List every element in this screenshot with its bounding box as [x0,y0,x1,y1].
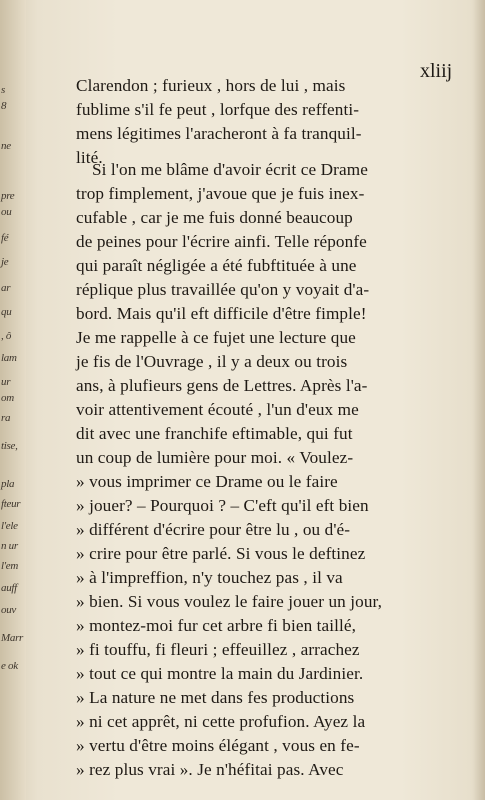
text-line: voir attentivement écouté , l'un d'eux me [76,400,359,419]
facing-page-fragment: fteur [1,498,21,510]
facing-page-fragment: ra [1,412,11,424]
text-line: Clarendon ; furieux , hors de lui , mais [76,76,346,95]
text-line: » La nature ne met dans fes productions [76,688,355,707]
text-line: » vertu d'être moins élégant , vous en fe- [76,736,360,755]
text-line: » différent d'écrire pour être lu , ou d'é- [76,520,351,539]
text-line: » fi touffu, fi fleuri ; effeuillez , arrachez [76,640,360,659]
facing-page-fragment: ou [1,206,12,218]
text-line: » crire pour être parlé. Si vous le deftinez [76,544,366,563]
facing-page-fragment: n ur [1,540,18,552]
facing-page-fragment: l'em [1,560,19,572]
text-line: » rez plus vrai ». Je n'héfitai pas. Avec [76,760,344,779]
text-line: ans, à plufieurs gens de Lettres. Après l'a- [76,376,368,395]
text-line: bord. Mais qu'il eft difficile d'être fimple! [76,304,367,323]
text-line: » ni cet apprêt, ni cette profufion. Ayez la [76,712,366,731]
text-line: mens légitimes l'aracheront à fa tranquil- [76,124,362,143]
text-line: Je me rappelle à ce fujet une lecture que [76,328,356,347]
facing-page-fragment: e ok [1,660,18,672]
facing-page-fragment: je [1,256,9,268]
facing-page-fragment: 8 [1,100,7,112]
text-line: trop fimplement, j'avoue que je fuis inex- [76,184,365,203]
facing-page-fragment: ar [1,282,11,294]
facing-page-bleed [0,0,26,800]
text-line: fublime s'il fe peut , lorfque des reffenti- [76,100,360,119]
text-line: réplique plus travaillée qu'on y voyait d'a- [76,280,370,299]
text-line: » jouer? – Pourquoi ? – C'eft qu'il eft bien [76,496,369,515]
text-line: de peines pour l'écrire ainfi. Telle réponfe [76,232,367,251]
facing-page-fragment: tise, [1,440,18,452]
facing-page-fragment: om [1,392,14,404]
page-number: xliij [420,60,453,82]
text-line: » tout ce qui montre la main du Jardinier. [76,664,364,683]
facing-page-fragment: ne [1,140,11,152]
page-edge-shadow [473,0,485,800]
facing-page-fragment: , ô [1,330,12,342]
facing-page-fragment: s [1,84,5,96]
facing-page-fragment: auff [1,582,17,594]
text-line: » à l'impreffion, n'y touchez pas , il va [76,568,343,587]
facing-page-fragment: Marr [1,632,24,644]
text-line: qui paraît négligée a été fubftituée à une [76,256,357,275]
facing-page-fragment: lam [1,352,17,364]
text-line: Si l'on me blâme d'avoir écrit ce Drame [92,160,368,179]
facing-page-fragment: l'ele [1,520,18,532]
facing-page-fragment: ur [1,376,11,388]
text-line: » montez-moi fur cet arbre fi bien taillé, [76,616,357,635]
facing-page-fragment: ouv [1,604,16,616]
text-line: je fis de l'Ouvrage , il y a deux ou trois [76,352,348,371]
text-line: un coup de lumière pour moi. « Voulez- [76,448,354,467]
facing-page-fragment: pre [1,190,15,202]
text-line: lité. [76,148,103,167]
text-line: » vous imprimer ce Drame ou le faire [76,472,338,491]
text-line: » bien. Si vous voulez le faire jouer un jour, [76,592,383,611]
text-line: dit avec une franchife eftimable, qui fut [76,424,353,443]
facing-page-fragment: pla [1,478,15,490]
text-line: cufable , car je me fuis donné beaucoup [76,208,353,227]
facing-page-fragment: qu [1,306,12,318]
facing-page-fragment: fé [1,232,9,244]
